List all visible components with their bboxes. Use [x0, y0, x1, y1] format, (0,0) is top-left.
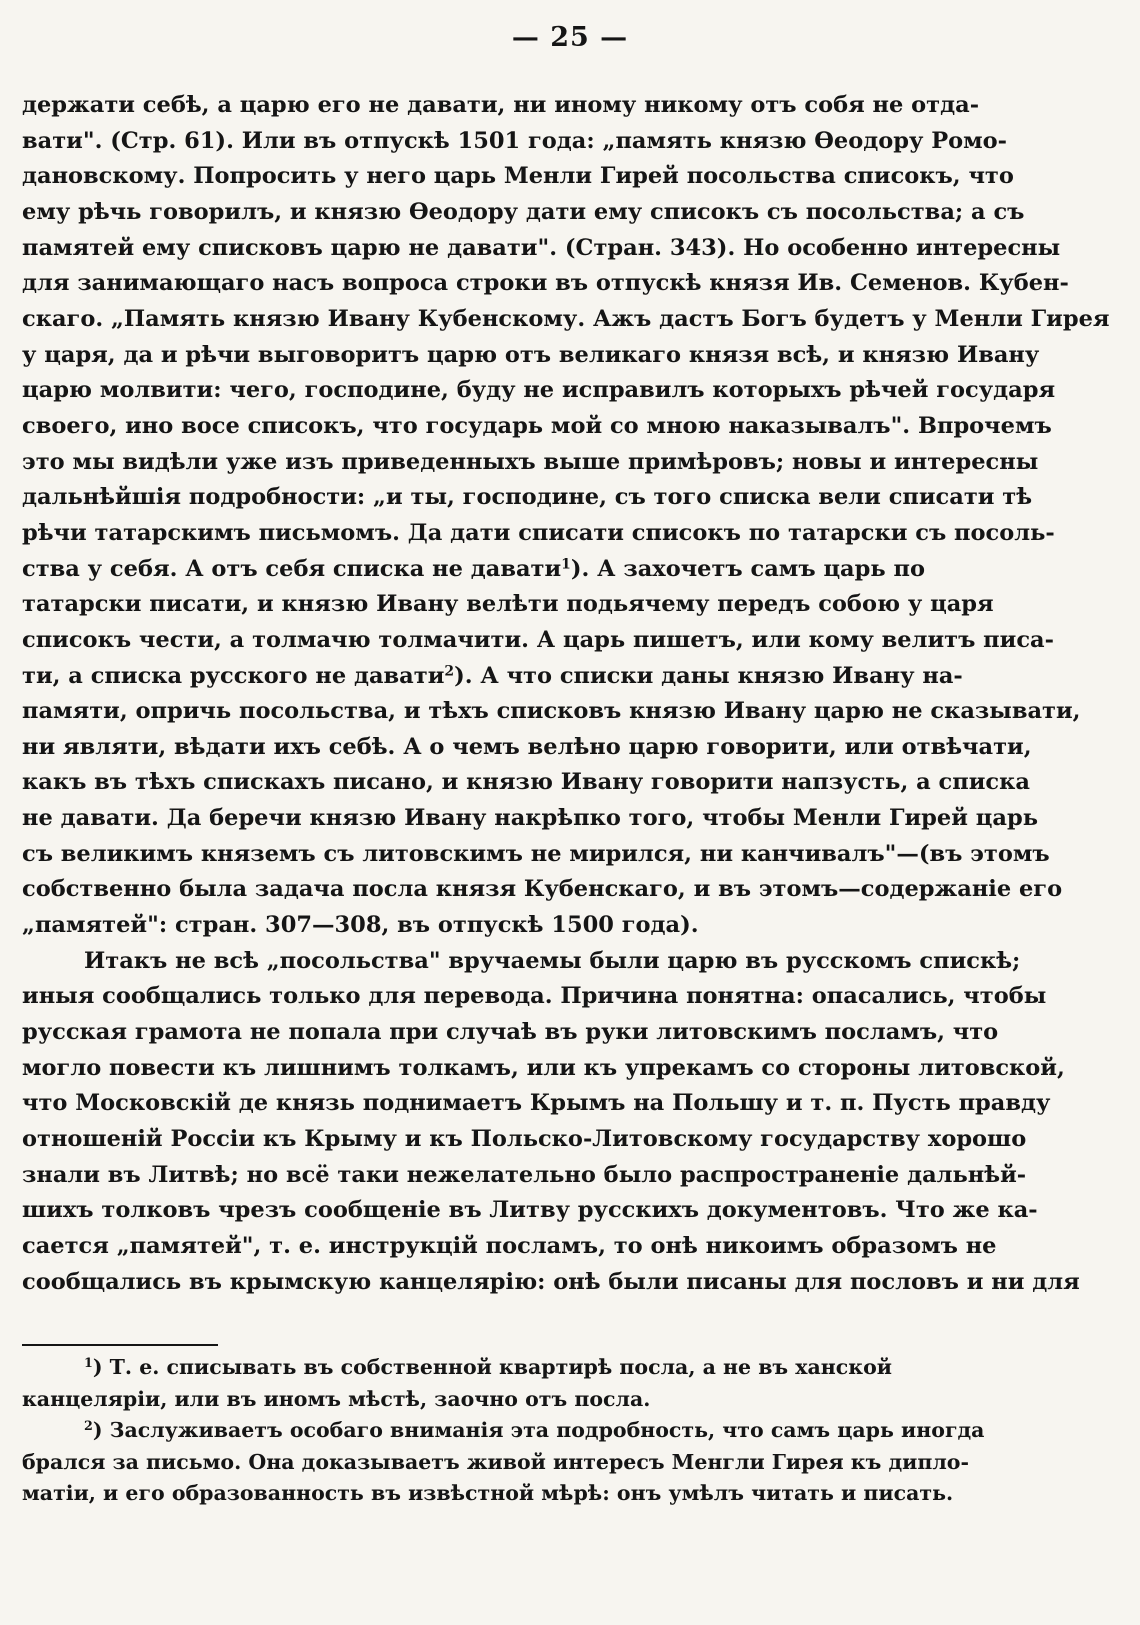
text-line: не давати. Да беречи князю Ивану накрѣпко того, чтобы Менли Гирей царь	[22, 805, 1038, 832]
text-line: ему рѣчь говорилъ, и князю Ѳеодору дати ему списокъ съ посольства; а съ	[22, 198, 1025, 225]
footnote-1-cont: канцеляріи, или въ иномъ мѣстѣ, заочно отъ посла.	[22, 1386, 651, 1411]
text-line: памятей ему списковъ царю не давати". (Стран. 343). Но особенно интересны	[22, 234, 1061, 261]
text-line: у царя, да и рѣчи выговоритъ царю отъ великаго князя всѣ, и князю Ивану	[22, 341, 1040, 368]
text-line: списокъ чести, а толмачю толмачити. А царь пишетъ, или кому велитъ писа-	[22, 626, 1054, 653]
text-line: могло повести къ лишнимъ толкамъ, или къ упрекамъ со стороны литовской,	[22, 1054, 1065, 1081]
text-segment: ства у себя. А отъ себя списка не давати	[22, 555, 562, 582]
footnote-2-cont: матіи, и его образованность въ извѣстной мѣрѣ: онъ умѣлъ читать и писать.	[22, 1481, 954, 1505]
text-line: дановскому. Попросить у него царь Менли Гирей посольства списокъ, что	[22, 163, 1014, 190]
footnote-marker: 1	[84, 1355, 93, 1371]
text-line: для занимающаго насъ вопроса строки въ отпускѣ князя Ив. Семенов. Кубен-	[22, 270, 1069, 297]
text-line: что Московскій де князь поднимаетъ Крымъ на Польшу и т. п. Пусть правду	[22, 1090, 1051, 1117]
text-line: вати". (Стр. 61). Или въ отпускѣ 1501 года: „память князю Ѳеодору Ромо-	[22, 127, 1008, 154]
text-line	[22, 659, 1052, 695]
text-line: съ великимъ княземъ съ литовскимъ не мирился, ни канчивалъ"—(въ этомъ	[22, 840, 1050, 867]
footnote-1	[22, 1352, 1052, 1384]
text-line: шихъ толковъ чрезъ сообщеніе въ Литву русскихъ документовъ. Что же ка-	[22, 1197, 1038, 1224]
text-line: знали въ Литвѣ; но всё таки нежелательно было распространеніе дальнѣй-	[22, 1161, 1027, 1188]
text-line: какъ въ тѣхъ спискахъ писано, и князю Ивану говорити напзусть, а списка	[22, 769, 1030, 796]
text-segment: ). А что списки даны князю Ивану на-	[454, 662, 963, 689]
text-line	[22, 552, 1052, 588]
text-segment: ти, а списка русского не давати	[22, 662, 445, 689]
text-line: своего, ино восе списокъ, что государь мой со мною наказывалъ". Впрочемъ	[22, 412, 1052, 439]
footnote-text: ) Т. е. списывать въ собственной квартирѣ посла, а не въ ханской	[92, 1355, 892, 1379]
text-segment: ). А захочетъ самъ царь по	[570, 555, 925, 582]
footnote-ref-2: 2	[444, 662, 455, 679]
page-number: — 25 —	[511, 22, 629, 53]
footnote-text: ) Заслуживаетъ особаго вниманія эта подробность, что самъ царь иногда	[92, 1418, 985, 1442]
footnote-divider	[22, 1344, 218, 1346]
footnote-marker: 2	[84, 1418, 93, 1434]
text-line: держати себѣ, а царю его не давати, ни иному никому отъ собя не отда-	[22, 92, 980, 118]
text-line: татарски писати, и князю Ивану велѣти подьячему передъ собою у царя	[22, 591, 994, 618]
footnote-2	[22, 1415, 1052, 1447]
text-line: рѣчи татарскимъ письмомъ. Да дати списати списокъ по татарски съ посоль-	[22, 519, 1055, 546]
footnote-ref-1: 1	[561, 555, 571, 572]
text-line: русская грамота не попала при случаѣ въ руки литовскимъ посламъ, что	[22, 1019, 999, 1046]
text-line: дальнѣйшія подробности: „и ты, господине, съ того списка вели списати тѣ	[22, 484, 1033, 511]
text-line: отношеній Россіи къ Крыму и къ Польско-Литовскому государству хорошо	[22, 1126, 1027, 1153]
footnote-2-cont: брался за письмо. Она доказываетъ живой интересъ Менгли Гирея къ дипло-	[22, 1449, 969, 1474]
paragraph-start: Итакъ не всѣ „посольства" вручаемы были царю въ русскомъ спискѣ;	[84, 947, 1021, 974]
text-line: ни являти, вѣдати ихъ себѣ. А о чемъ велѣно царю говорити, или отвѣчати,	[22, 733, 1032, 760]
text-line: иныя сообщались только для перевода. Причина понятна: опасались, чтобы	[22, 983, 1047, 1010]
text-line: царю молвити: чего, господине, буду не исправилъ которыхъ рѣчей государя	[22, 377, 1056, 404]
text-line: памяти, опричь посольства, и тѣхъ списковъ князю Ивану царю не сказывати,	[22, 698, 1081, 725]
body-text	[22, 88, 1110, 1300]
text-line: сается „памятей", т. е. инструкцій посламъ, то онѣ никоимъ образомъ не	[22, 1233, 997, 1259]
text-line: скаго. „Память князю Ивану Кубенскому. Ажъ дастъ Богъ будетъ у Менли Гирея	[22, 305, 1110, 332]
text-line: это мы видѣли уже изъ приведенныхъ выше примѣровъ; новы и интересны	[22, 448, 1039, 475]
text-line: „памятей": стран. 307—308, въ отпускѣ 1500 года).	[22, 912, 699, 939]
text-line: сообщались въ крымскую канцелярію: онѣ были писаны для пословъ и ни для	[22, 1268, 1080, 1295]
footnotes	[22, 1352, 1052, 1510]
text-line: собственно была задача посла князя Кубенскаго, и въ этомъ—содержаніе его	[22, 876, 1063, 903]
